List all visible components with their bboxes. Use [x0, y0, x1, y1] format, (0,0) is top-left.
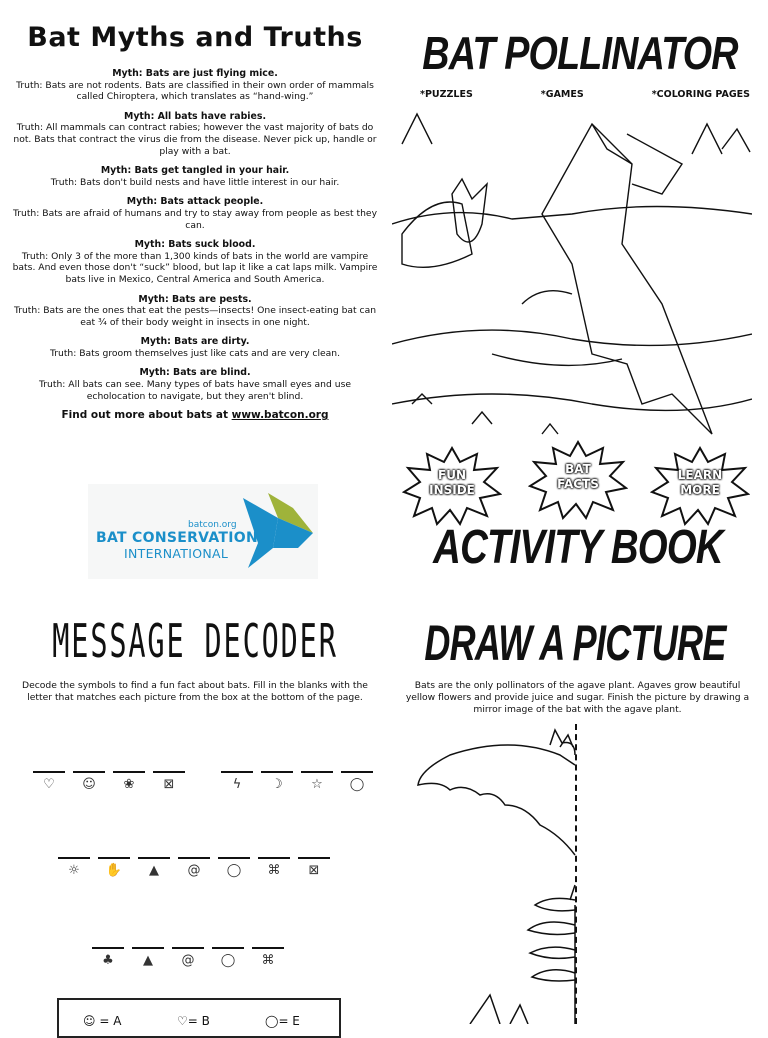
myth-item	[12, 336, 378, 359]
decoder-blank[interactable]	[218, 857, 250, 878]
burst-line: INSIDE	[429, 483, 475, 497]
decoder-blank[interactable]	[301, 771, 333, 792]
decoder-blank[interactable]	[113, 771, 145, 792]
myth-item	[12, 165, 378, 188]
truth-text: Truth: All mammals can contract rabies; however the vast majority of bats do not. Bats that contract the virus die from the disease. Never pick up, handle or play with a bat.	[13, 122, 377, 157]
decoder-symbol: ◯	[226, 863, 242, 878]
decoder-symbol: ☆	[311, 777, 323, 792]
truth-text: Truth: Bats don't build nests and have little interest in our hair.	[50, 176, 340, 188]
myth-heading: Myth: Bats are dirty.	[140, 336, 250, 348]
logo-line2: INTERNATIONAL	[124, 546, 229, 561]
tag: *COLORING PAGES	[651, 89, 750, 100]
decoder-symbol: ▲	[149, 863, 159, 878]
decoder-symbol: ▲	[143, 953, 153, 968]
decoder-blank[interactable]	[153, 771, 185, 792]
myth-heading: Myth: Bats suck blood.	[134, 239, 256, 251]
decoder-symbol: ⌘	[267, 863, 281, 878]
myth-heading: Myth: Bats attack people.	[126, 196, 264, 208]
truth-text: Truth: Only 3 of the more than 1,300 kinds of bats in the world are vampire bats. And even those don't “suck” blood, but lap it like a cat laps milk. Vampire bats live in Mexico, Central America and South America.	[12, 250, 378, 285]
myth-item	[12, 111, 378, 157]
decoder-symbol: ♣	[102, 953, 114, 968]
burst-line: MORE	[680, 483, 720, 497]
decoder-symbol: ☽	[271, 777, 283, 792]
decoder-row	[58, 857, 330, 878]
find-out-more	[12, 410, 378, 422]
decoder-symbol: ◯	[220, 953, 236, 968]
decoder-symbol: ☺	[82, 777, 96, 792]
decoder-symbol: @	[187, 863, 201, 878]
draw-title: DRAW A PICTURE	[424, 615, 726, 671]
decoder-blank[interactable]	[58, 857, 90, 878]
myths-title: Bat Myths and Truths	[27, 22, 363, 53]
burst-line: BAT	[565, 462, 591, 476]
key-entry: ♡= B	[177, 1014, 210, 1028]
cover-subtitle: ACTIVITY BOOK	[433, 521, 723, 574]
decoder-symbol: ⊠	[308, 863, 320, 878]
burst-line: LEARN	[677, 468, 723, 482]
tag: *GAMES	[540, 89, 584, 100]
myth-item	[12, 367, 378, 402]
decoder-row	[33, 771, 373, 792]
myth-item	[12, 196, 378, 231]
decoder-symbol: ☼	[68, 863, 80, 878]
truth-text: Truth: Bats are not rodents. Bats are classified in their own order of mammals called Chiroptera, which translates as “hand-wing.”	[16, 79, 374, 103]
burst-fun-inside	[402, 446, 502, 526]
decoder-blank[interactable]	[252, 947, 284, 968]
half-bat-agave-drawing	[410, 725, 580, 1024]
decoder-blank[interactable]	[261, 771, 293, 792]
key-entry: ☺ = A	[83, 1014, 122, 1028]
decoder-symbol: ✋	[105, 863, 123, 878]
decoder-symbol: ◯	[349, 777, 365, 792]
logo-line1: BAT CONSERVATION	[96, 530, 258, 546]
cover-tags	[420, 89, 750, 100]
myth-heading: Myth: Bats are just flying mice.	[112, 68, 278, 79]
batcon-link[interactable]: www.batcon.org	[231, 409, 329, 422]
truth-text: Truth: Bats groom themselves just like cats and are very clean.	[49, 347, 341, 359]
truth-text: Truth: Bats are afraid of humans and try to stay away from people as best they can.	[12, 207, 378, 231]
truth-text: Truth: All bats can see. Many types of bats have small eyes and use echolocation to navigate, but they aren't blind.	[38, 379, 352, 402]
key-entry: ◯= E	[265, 1014, 300, 1028]
decoder-blank[interactable]	[138, 857, 170, 878]
decoder-blank[interactable]	[172, 947, 204, 968]
decoder-row	[92, 947, 284, 968]
myth-item	[12, 68, 378, 103]
decoder-title: MESSAGE DECODER	[52, 614, 338, 668]
more-text: Find out more about bats at	[61, 409, 232, 422]
bci-logo	[88, 484, 318, 579]
myth-heading: Myth: Bats get tangled in your hair.	[100, 165, 290, 177]
decoder-symbol: ❀	[123, 777, 135, 792]
cover-title: BAT POLLINATOR	[422, 27, 738, 79]
decoder-blank[interactable]	[98, 857, 130, 878]
draw-instructions: Bats are the only pollinators of the agave plant. Agaves grow beautiful yellow flowers and provide juice and sugar. Finish the picture by drawing a mirror image of the bat with the agave plant.	[405, 680, 750, 715]
decoder-blank[interactable]	[73, 771, 105, 792]
myth-item	[12, 239, 378, 285]
decoder-instructions: Decode the symbols to find a fun fact about bats. Fill in the blanks with the letter that matches each picture from the box at the bottom of the page.	[22, 680, 368, 703]
myth-heading: Myth: Bats are blind.	[139, 367, 251, 379]
decoder-blank[interactable]	[178, 857, 210, 878]
burst-line: FUN	[438, 468, 466, 482]
myth-heading: Myth: Bats are pests.	[138, 293, 252, 305]
decoder-blank[interactable]	[221, 771, 253, 792]
bat-cover-illustration	[392, 104, 752, 444]
decoder-blank[interactable]	[92, 947, 124, 968]
decoder-symbol: ⊠	[163, 777, 175, 792]
burst-bat-facts	[528, 440, 628, 520]
decoder-blank[interactable]	[132, 947, 164, 968]
decoder-symbol: ♡	[43, 777, 55, 792]
decoder-blank[interactable]	[33, 771, 65, 792]
myth-heading: Myth: All bats have rabies.	[123, 110, 267, 122]
logo-site: batcon.org	[188, 520, 237, 530]
decoder-key-box	[57, 998, 341, 1038]
truth-text: Truth: Bats are the ones that eat the pests—insects! One insect-eating bat can eat ¾ of their body weight in insects in one night.	[13, 305, 377, 328]
myths-list	[12, 68, 378, 422]
tag: *PUZZLES	[420, 89, 473, 100]
decoder-blank[interactable]	[298, 857, 330, 878]
decoder-symbol: ⌘	[261, 953, 275, 968]
decoder-blank[interactable]	[258, 857, 290, 878]
burst-learn-more	[650, 446, 750, 526]
decoder-blank[interactable]	[212, 947, 244, 968]
burst-line: FACTS	[557, 477, 599, 491]
decoder-blank[interactable]	[341, 771, 373, 792]
decoder-symbol: ϟ	[232, 777, 242, 792]
myth-item	[12, 294, 378, 329]
decoder-symbol: @	[181, 953, 195, 968]
